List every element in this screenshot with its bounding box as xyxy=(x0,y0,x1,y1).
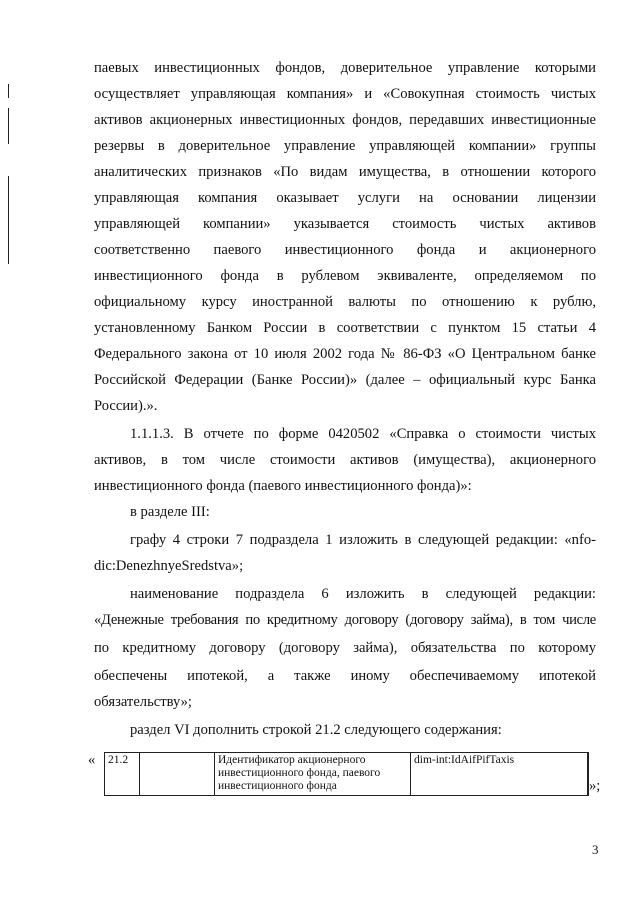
table-cell-empty xyxy=(140,753,215,796)
table-cell-number: 21.2 xyxy=(105,753,140,796)
text-line: установленному Банком России в соответствии с пунктом 15 статьи 4 xyxy=(94,320,596,336)
text-line: Федерального закона от 10 июля 2002 года № 86-ФЗ «О Центральном банке xyxy=(94,346,596,362)
table-cell-code: dim-int:IdAifPifTaxis xyxy=(411,753,588,796)
text-line: «Денежные требования по кредитному договору (договору займа), в том числе xyxy=(94,612,596,628)
page-number: 3 xyxy=(592,842,599,857)
text-line: управляющей компании» указывается стоимость чистых активов xyxy=(94,216,596,232)
text-line: России).». xyxy=(94,398,158,414)
text-line: dic:DenezhnyeSredstva»; xyxy=(94,558,244,574)
text-line: соответственно паевого инвестиционного фонда и акционерного xyxy=(94,242,596,258)
table-open-quote: « xyxy=(88,752,96,768)
margin-change-bar xyxy=(8,84,9,98)
inserted-row-table xyxy=(104,752,589,796)
text-line: паевых инвестиционных фондов, доверительное управление которыми xyxy=(94,60,596,76)
text-line: инвестиционного фонда (паевого инвестиционного фонда)»: xyxy=(94,478,472,494)
text-line: аналитических признаков «По видам имущества, в отношении которого xyxy=(94,164,596,180)
text-line: наименование подраздела 6 изложить в следующей редакции: xyxy=(130,586,596,602)
text-line: раздел VI дополнить строкой 21.2 следующего содержания: xyxy=(130,722,502,738)
text-line: активов акционерных инвестиционных фондов, передавших инвестиционные xyxy=(94,112,596,128)
text-line: управляющая компания оказывает услуги на основании лицензии xyxy=(94,190,596,206)
text-line: по кредитному договору (договору займа), обязательства по которому xyxy=(94,640,596,656)
text-line: обязательству»; xyxy=(94,694,192,710)
table-close-quote: »; xyxy=(589,778,601,794)
text-line: инвестиционного фонда в рублевом эквиваленте, определяемом по xyxy=(94,268,596,284)
text-line: 1.1.1.3. В отчете по форме 0420502 «Справка о стоимости чистых xyxy=(130,426,596,442)
text-line: Российской Федерации (Банке России)» (далее – официальный курс Банка xyxy=(94,372,596,388)
margin-change-bar xyxy=(8,108,9,144)
margin-change-bar xyxy=(8,176,9,264)
text-line: резервы в доверительное управление управляющей компании» группы xyxy=(94,138,596,154)
text-line: обеспечены ипотекой, а также иному обеспечиваемому ипотекой xyxy=(94,668,596,684)
text-line: официальному курсу иностранной валюты по отношению к рублю, xyxy=(94,294,596,310)
text-line: осуществляет управляющая компания» и «Совокупная стоимость чистых xyxy=(94,86,596,102)
text-line: графу 4 строки 7 подраздела 1 изложить в следующей редакции: «nfo- xyxy=(130,532,596,548)
text-line: активов, в том числе стоимости активов (имущества), акционерного xyxy=(94,452,596,468)
table-cell-name: Идентификатор акционерного инвестиционного фонда, паевого инвестиционного фонда xyxy=(215,753,411,796)
table-row xyxy=(105,753,589,796)
text-line: в разделе III: xyxy=(130,504,210,520)
